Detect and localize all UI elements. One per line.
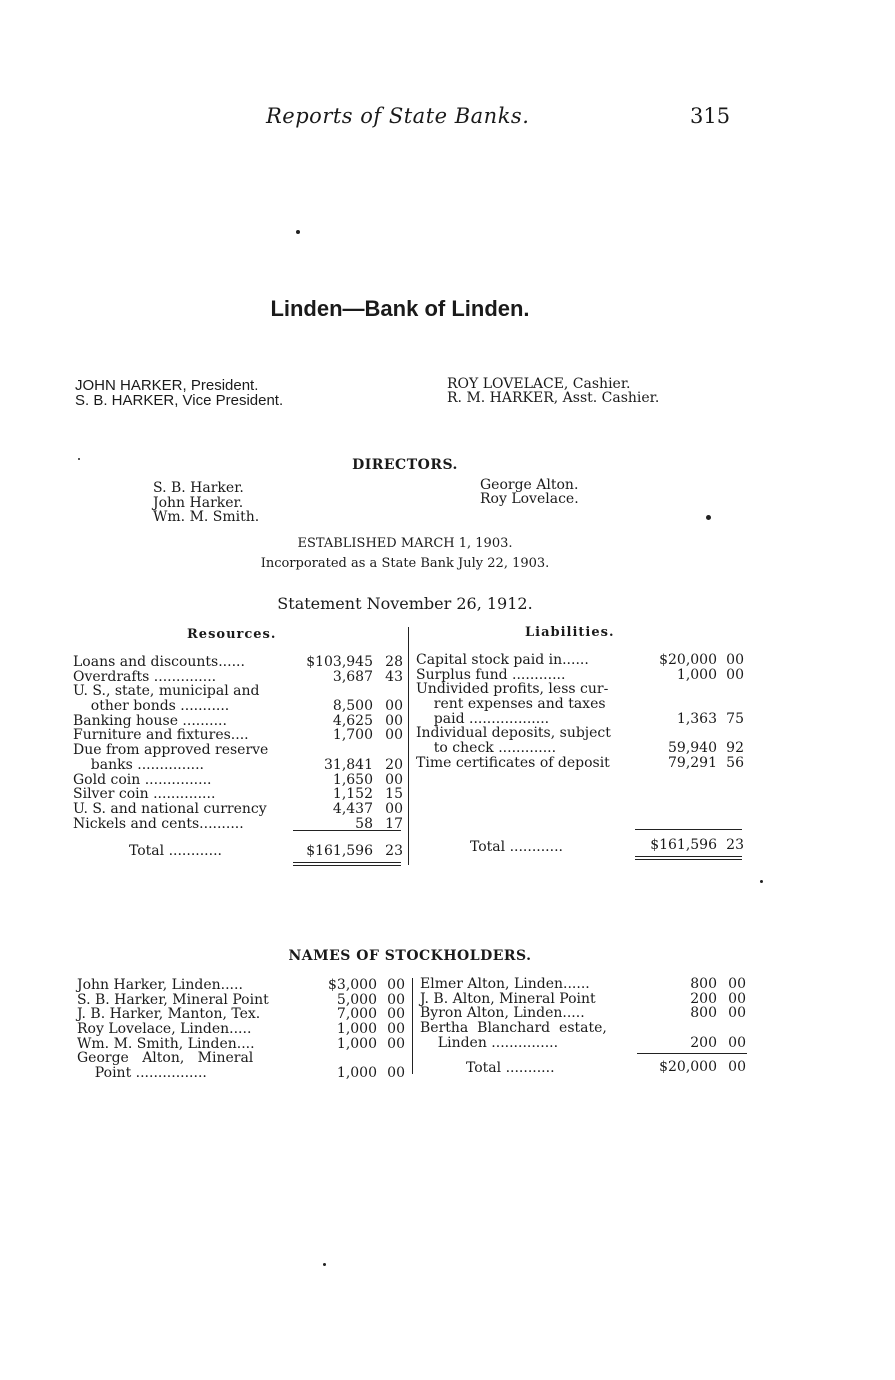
table-row	[77, 1022, 407, 1037]
row-label: Undivided profits, less cur-	[416, 681, 609, 698]
table-row	[420, 992, 750, 1007]
stockholders-total-label: Total ...........	[466, 1060, 555, 1076]
table-row	[73, 728, 408, 743]
row-label: U. S., state, municipal and	[73, 683, 260, 700]
row-dollars: 79,291	[668, 754, 717, 771]
row-dollars: 1,363	[676, 710, 717, 727]
table-row	[420, 977, 750, 992]
row-label: Bertha Blanchard estate,	[420, 1020, 607, 1037]
row-dollars: 1,000	[336, 1021, 377, 1038]
table-row	[416, 726, 746, 741]
table-row	[77, 1066, 407, 1081]
row-dollars: 200	[690, 1034, 717, 1051]
table-row	[420, 1021, 750, 1036]
row-dollars: 7,000	[336, 1006, 377, 1023]
resources-total-cents: 23	[385, 843, 403, 859]
resources-table	[73, 655, 408, 831]
row-label: Overdrafts ..............	[73, 668, 217, 685]
row-cents: 00	[728, 990, 746, 1007]
stockholders-total-cents: 00	[728, 1059, 746, 1075]
officer-left-1: JOHN HARKER, President.	[75, 377, 259, 394]
director-right-2: Roy Lovelace.	[480, 491, 579, 507]
row-label: Roy Lovelace, Linden.....	[77, 1021, 252, 1038]
row-label: Elmer Alton, Linden......	[420, 976, 590, 992]
row-label: Time certificates of deposit	[416, 754, 610, 771]
resources-total-double-rule	[293, 862, 401, 866]
row-label: to check .............	[416, 740, 557, 757]
table-row	[77, 993, 407, 1008]
officer-right-1: ROY LOVELACE, Cashier.	[447, 376, 631, 392]
row-cents: 00	[385, 712, 403, 729]
row-dollars: $3,000	[328, 977, 377, 993]
row-dollars: 1,700	[332, 727, 373, 744]
stockholders-left-list	[77, 978, 407, 1081]
liabilities-total-cents: 23	[726, 837, 744, 853]
row-dollars: 4,437	[332, 800, 373, 817]
row-label: Surplus fund ............	[416, 666, 566, 683]
stockholders-heading: NAMES OF STOCKHOLDERS.	[288, 948, 532, 964]
table-row	[73, 655, 408, 670]
row-label: John Harker, Linden.....	[77, 977, 243, 993]
row-cents: 00	[385, 771, 403, 788]
row-label: paid ..................	[416, 710, 550, 727]
row-label: J. B. Harker, Manton, Tex.	[77, 1006, 261, 1023]
row-label: Byron Alton, Linden.....	[420, 1005, 585, 1022]
table-row	[77, 1051, 407, 1066]
row-label: Wm. M. Smith, Linden....	[77, 1035, 255, 1052]
row-label: Individual deposits, subject	[416, 725, 611, 742]
table-row	[77, 978, 407, 993]
table-row	[416, 697, 746, 712]
row-cents: 28	[385, 654, 403, 670]
row-cents: 00	[728, 976, 746, 992]
scan-speck	[760, 880, 763, 883]
stockholders-total-dollars: $20,000	[659, 1059, 717, 1075]
director-right-1: George Alton.	[480, 477, 579, 493]
row-dollars: 4,625	[332, 712, 373, 729]
table-row	[77, 1007, 407, 1022]
row-cents: 00	[387, 1006, 405, 1023]
table-row	[416, 712, 746, 727]
liabilities-total-dollars: $161,596	[650, 837, 717, 853]
row-dollars: 8,500	[332, 698, 373, 715]
stockholders-column-divider	[412, 978, 413, 1074]
table-row	[73, 684, 408, 699]
resources-heading: Resources.	[187, 627, 277, 642]
row-cents: 92	[726, 740, 744, 757]
row-dollars: 59,940	[668, 740, 717, 757]
row-label: Due from approved reserve	[73, 742, 269, 759]
liabilities-total-double-rule	[635, 856, 742, 860]
director-left-2: John Harker.	[153, 495, 244, 511]
row-dollars: 200	[690, 990, 717, 1007]
scan-speck	[296, 230, 300, 234]
row-cents: 17	[385, 815, 403, 832]
director-left-1: S. B. Harker.	[153, 480, 244, 496]
table-row	[73, 699, 408, 714]
row-cents: 00	[726, 666, 744, 683]
row-dollars: 1,000	[336, 1035, 377, 1052]
resources-total-label: Total ............	[129, 843, 222, 859]
liabilities-heading: Liabilities.	[525, 625, 615, 640]
table-row	[73, 802, 408, 817]
directors-heading: DIRECTORS.	[352, 457, 458, 473]
table-row	[416, 668, 746, 683]
table-row	[73, 773, 408, 788]
row-cents: 00	[728, 1005, 746, 1022]
scan-speck	[78, 458, 80, 460]
row-label: Linden ...............	[420, 1034, 559, 1051]
stockholders-total-rule	[637, 1053, 747, 1054]
row-cents: 00	[385, 698, 403, 715]
table-row	[73, 758, 408, 773]
row-cents: 00	[387, 1035, 405, 1052]
established-line: ESTABLISHED MARCH 1, 1903.	[297, 536, 513, 551]
row-dollars: 3,687	[332, 668, 373, 685]
statement-column-divider	[408, 627, 409, 865]
liabilities-table	[416, 653, 746, 771]
liabilities-total-label: Total ............	[470, 839, 563, 855]
row-label: Silver coin ..............	[73, 786, 216, 803]
row-label: Furniture and fixtures....	[73, 727, 249, 744]
row-cents: 00	[728, 1034, 746, 1051]
table-row	[73, 714, 408, 729]
row-label: S. B. Harker, Mineral Point	[77, 991, 269, 1008]
row-label: Capital stock paid in......	[416, 652, 589, 668]
row-label: Nickels and cents..........	[73, 815, 244, 832]
table-row	[420, 1036, 750, 1051]
row-label: Banking house ..........	[73, 712, 227, 729]
row-cents: 00	[387, 977, 405, 993]
row-dollars: 5,000	[336, 991, 377, 1008]
row-cents: 75	[726, 710, 744, 727]
row-cents: 00	[387, 1065, 405, 1082]
resources-total-dollars: $161,596	[306, 843, 373, 859]
table-row	[73, 787, 408, 802]
table-row	[77, 1037, 407, 1052]
row-dollars: 31,841	[324, 756, 373, 773]
row-cents: 43	[385, 668, 403, 685]
row-cents: 56	[726, 754, 744, 771]
director-left-3: Wm. M. Smith.	[153, 509, 260, 525]
row-dollars: 58	[355, 815, 373, 832]
row-label: other bonds ...........	[73, 698, 230, 715]
incorporated-line: Incorporated as a State Bank July 22, 1903.	[260, 556, 550, 571]
row-cents: 00	[387, 1021, 405, 1038]
bank-title: Linden—Bank of Linden.	[270, 296, 530, 321]
resources-total-rule	[293, 830, 401, 831]
row-dollars: 1,650	[332, 771, 373, 788]
table-row	[416, 653, 746, 668]
stockholders-right-list	[420, 977, 750, 1050]
page-number: 315	[690, 104, 731, 128]
scan-speck	[706, 515, 711, 520]
table-row	[416, 756, 746, 771]
row-label: rent expenses and taxes	[416, 696, 606, 713]
row-label: Gold coin ...............	[73, 771, 212, 788]
row-dollars: 800	[690, 1005, 717, 1022]
table-row	[416, 682, 746, 697]
row-label: J. B. Alton, Mineral Point	[420, 990, 596, 1007]
row-dollars: 1,152	[332, 786, 373, 803]
row-label: banks ...............	[73, 756, 204, 773]
running-header-title: Reports of State Banks.	[266, 104, 530, 128]
row-dollars: 1,000	[336, 1065, 377, 1082]
table-row	[73, 743, 408, 758]
row-cents: 00	[385, 727, 403, 744]
row-label: George Alton, Mineral	[77, 1050, 254, 1067]
scan-speck	[323, 1263, 326, 1266]
table-row	[420, 1006, 750, 1021]
row-dollars: 1,000	[676, 666, 717, 683]
officer-left-2: S. B. HARKER, Vice President.	[75, 392, 284, 409]
row-label: U. S. and national currency	[73, 800, 267, 817]
table-row	[416, 741, 746, 756]
row-label: Point ................	[77, 1065, 207, 1082]
row-cents: 20	[385, 756, 403, 773]
table-row	[73, 670, 408, 685]
row-label: Loans and discounts......	[73, 654, 245, 670]
row-dollars: $103,945	[306, 654, 373, 670]
row-cents: 15	[385, 786, 403, 803]
row-cents: 00	[387, 991, 405, 1008]
row-dollars: 800	[690, 976, 717, 992]
row-cents: 00	[726, 652, 744, 668]
row-dollars: $20,000	[659, 652, 717, 668]
row-cents: 00	[385, 800, 403, 817]
liabilities-total-rule	[635, 829, 742, 830]
officer-right-2: R. M. HARKER, Asst. Cashier.	[447, 390, 660, 406]
statement-title: Statement November 26, 1912.	[277, 594, 533, 613]
